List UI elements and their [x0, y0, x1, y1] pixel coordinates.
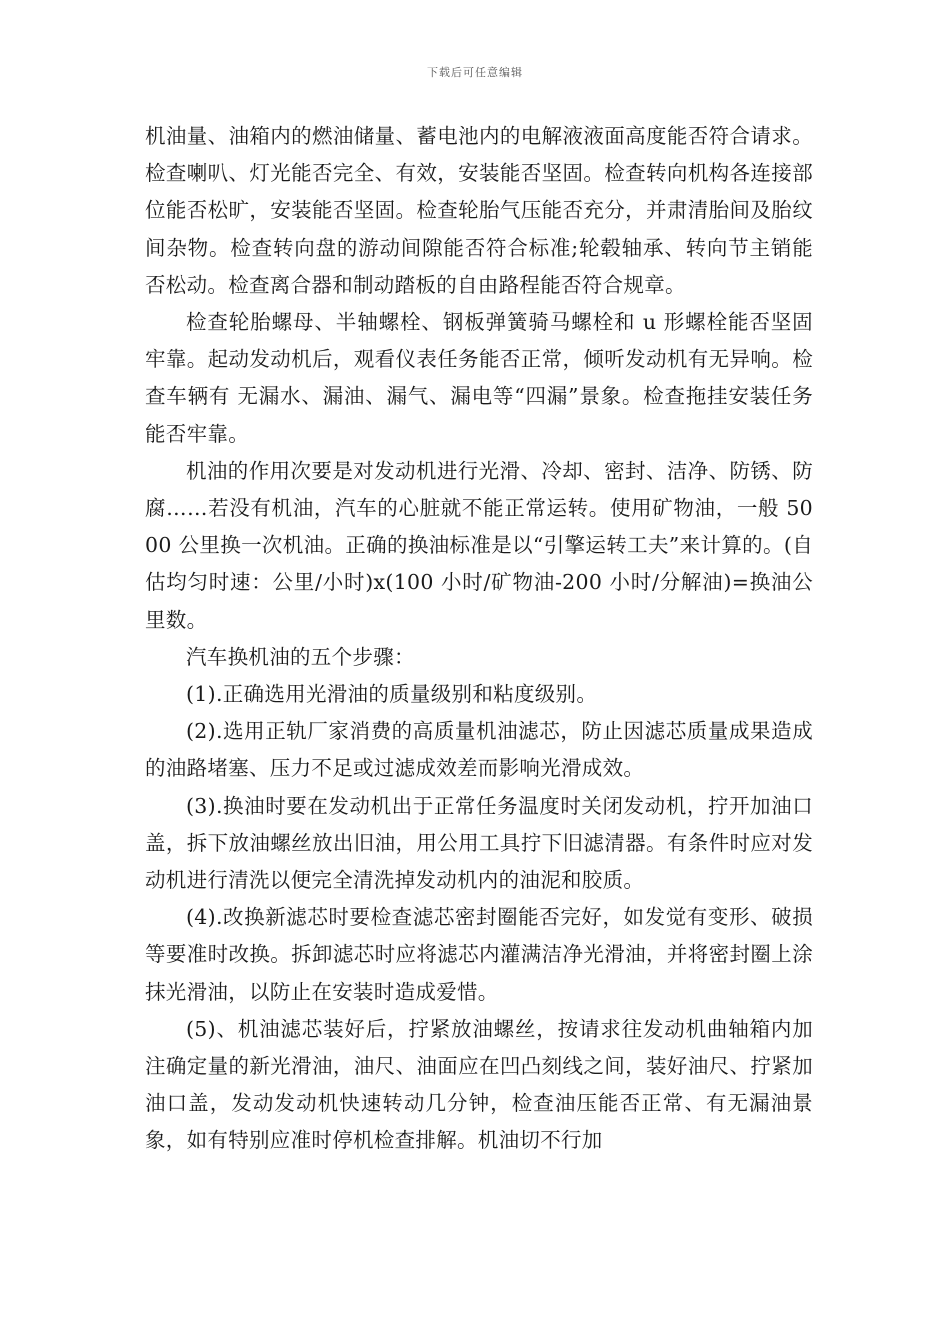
paragraph-step-2: (2).选用正轨厂家消费的高质量机油滤芯，防止因滤芯质量成果造成的油路堵塞、压力不足或过滤成效差而影响光滑成效。 [145, 719, 813, 781]
document-body [145, 118, 813, 1160]
paragraph-step-3: (3).换油时要在发动机出于正常任务温度时关闭发动机，拧开加油口盖，拆下放油螺丝放出旧油，用公用工具拧下旧滤清器。有条件时应对发动机进行清洗以便完全清洗掉发动机内的油泥和胶质。 [145, 793, 813, 893]
page-header-note: 下载后可任意编辑 [427, 66, 523, 79]
paragraph-step-4: (4).改换新滤芯时要检查滤芯密封圈能否完好，如发觉有变形、破损等要准时改换。拆卸滤芯时应将滤芯内灌满洁净光滑油，并将密封圈上涂抹光滑油，以防止在安装时造成爱惜。 [145, 905, 813, 1004]
paragraph-steps-heading: 汽车换机油的五个步骤： [186, 644, 415, 669]
paragraph-step-5: (5)、机油滤芯装好后，拧紧放油螺丝，按请求往发动机曲轴箱内加注确定量的新光滑油，油尺、油面应在凹凸刻线之间，装好油尺、拧紧加油口盖，发动发动机快速转动几分钟，检查油压能否正常、有无漏油景象，如有特别应准时停机检查排解。机油切不行加 [145, 1016, 813, 1153]
paragraph-inspection: 检查轮胎螺母、半轴螺栓、钢板弹簧骑马螺栓和 u 形螺栓能否坚固牢靠。起动发动机后，观看仪表任务能否正常，倾听发动机有无异响。检查车辆有 无漏水、漏油、漏气、漏电等“四漏”景象。检查拖挂安装任务能否牢靠。 [145, 310, 813, 446]
paragraph-continued: 机油量、油箱内的燃油储量、蓄电池内的电解液液面高度能否符合请求。检查喇叭、灯光能否完全、有效，安装能否坚固。检查转向机构各连接部位能否松旷，安装能否坚固。检查轮胎气压能否充分，并肃清胎间及胎纹间杂物。检查转向盘的游动间隙能否符合标准;轮毂轴承、转向节主销能否松动。检查离合器和制动踏板的自由路程能否符合规章。 [145, 124, 813, 297]
paragraph-step-1: (1).正确选用光滑油的质量级别和粘度级别。 [186, 682, 598, 707]
paragraph-oil-function: 机油的作用次要是对发动机进行光滑、冷却、密封、洁净、防锈、防腐……若没有机油，汽车的心脏就不能正常运转。使用矿物油，一般 5000 公里换一次机油。正确的换油标准是以“引擎运转工夫”来计算的。(自估均匀时速：公里/小时)x(100 小时/矿物油-200 小时/分解油)=换油公里数。 [145, 458, 813, 632]
